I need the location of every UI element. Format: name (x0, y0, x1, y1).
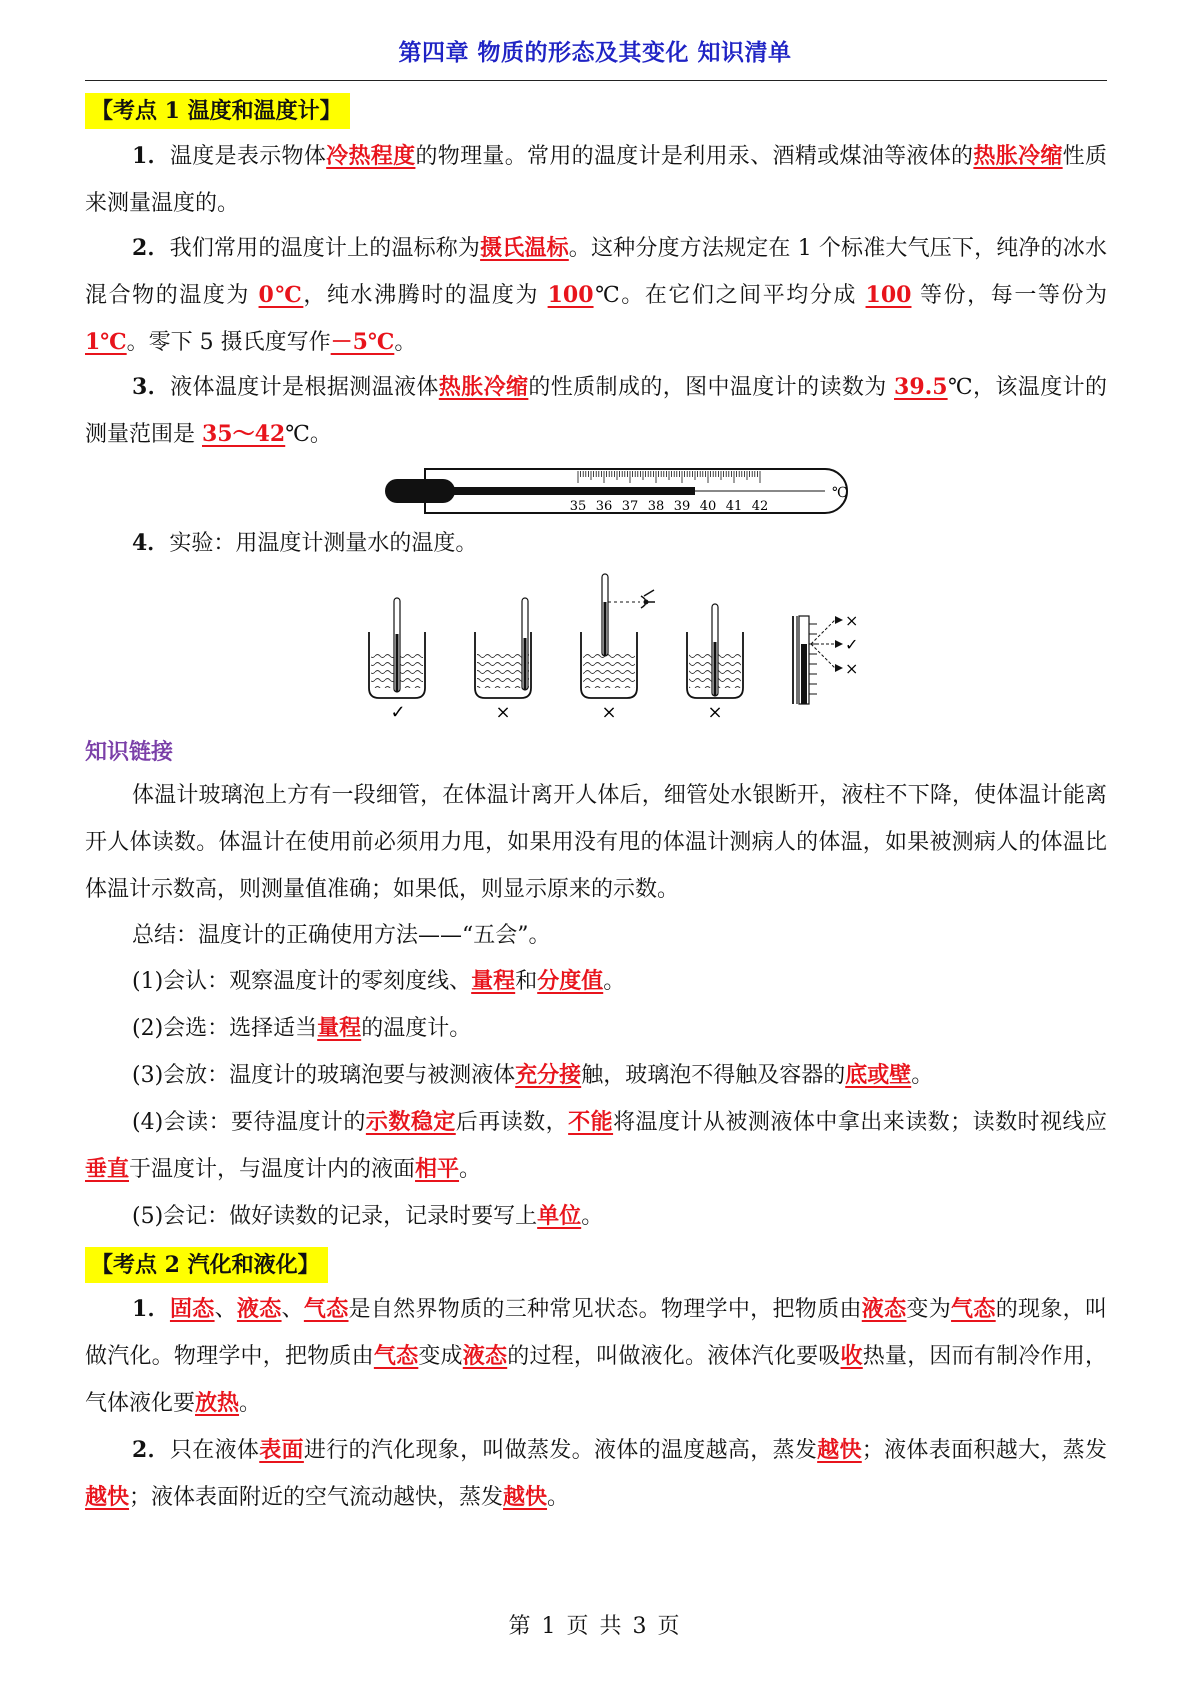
page-title: 第四章 物质的形态及其变化 知识清单 (398, 39, 792, 66)
page-footer: 第 1 页 共 3 页 (508, 1614, 682, 1639)
answer-blank: 固态 (169, 1296, 215, 1322)
scale-label: 39 (673, 499, 691, 514)
angle-mark: × (845, 659, 859, 678)
result-mark: × (707, 702, 723, 722)
answer-blank: 单位 (537, 1203, 582, 1229)
scale-label: 36 (595, 499, 613, 514)
mercury-column (450, 487, 695, 495)
rule-2: (2)会选：选择适当量程的温度计。 (132, 1015, 472, 1041)
answer-blank: 放热 (195, 1390, 240, 1416)
rule-3: (3)会放：温度计的玻璃泡要与被测液体充分接触，玻璃泡不得触及容器的底或壁。 (132, 1062, 934, 1088)
answer-blank: 100 (547, 282, 594, 308)
header-rule (85, 80, 1107, 81)
thermometer-bulb (385, 479, 455, 503)
beaker-touch-wall (475, 598, 531, 722)
answer-blank: 量程 (471, 968, 516, 994)
s2-paragraph-2: 2．只在液体表面进行的汽化现象，叫做蒸发。液体的温度越高，蒸发越快；液体表面积越大，蒸发越快；液体表面附近的空气流动越快，蒸发越快。 (85, 1437, 1107, 1510)
rule-5: (5)会记：做好读数的记录，记录时要写上单位。 (132, 1203, 604, 1229)
beaker-correct (369, 598, 425, 722)
answer-blank: 液态 (236, 1296, 282, 1322)
scale-ticks (578, 471, 760, 483)
answer-blank: 收 (840, 1343, 863, 1369)
answer-blank: 冷热程度 (326, 143, 416, 169)
rule-1: (1)会认：观察温度计的零刻度线、量程和分度值。 (132, 968, 626, 994)
section2-tag: 【考点 2 汽化和液化】 (85, 1247, 328, 1283)
scale-label: 41 (725, 499, 743, 514)
summary-line: 总结：温度计的正确使用方法——“五会”。 (132, 923, 551, 948)
answer-blank: 垂直 (85, 1156, 130, 1182)
angle-mark: × (845, 611, 859, 630)
result-mark: × (601, 702, 617, 722)
answer-blank: 100 (865, 282, 912, 308)
unit-label: ℃ (832, 485, 848, 501)
answer-blank: 1℃ (85, 329, 127, 355)
scale-label: 37 (621, 499, 639, 514)
answer-blank: 35～42 (202, 421, 286, 447)
scale-labels (570, 499, 769, 514)
answer-blank: 分度值 (537, 968, 604, 994)
answer-blank: 越快 (503, 1484, 548, 1510)
answer-blank: 越快 (817, 1437, 862, 1463)
answer-blank: －5℃ (330, 329, 395, 355)
answer-blank: 气态 (373, 1343, 419, 1369)
scale-label: 42 (751, 499, 769, 514)
s1-paragraph-2: 2．我们常用的温度计上的温标称为摄氏温标。这种分度方法规定在 1 个标准大气压下，纯净的冰水混合物的温度为 0℃，纯水沸腾时的温度为 100℃。在它们之间平均分成 100 等份，每一等份为 1℃。零下 5 摄氏度写作－5℃。 (85, 235, 1108, 355)
answer-blank: 不能 (568, 1109, 614, 1135)
result-mark: ✓ (390, 702, 406, 722)
s1-paragraph-4: 4．实验：用温度计测量水的温度。 (132, 530, 478, 556)
answer-blank: 气态 (951, 1296, 996, 1322)
answer-blank: 越快 (85, 1484, 130, 1510)
answer-blank: 0℃ (258, 282, 304, 308)
answer-blank: 热胀冷缩 (438, 374, 529, 400)
answer-blank: 液态 (462, 1343, 508, 1369)
s1-paragraph-3: 3．液体温度计是根据测温液体热胀冷缩的性质制成的，图中温度计的读数为 39.5℃，该温度计的测量范围是 35～42℃。 (85, 374, 1107, 447)
knowledge-link-title: 知识链接 (85, 739, 174, 765)
eye-icon (641, 590, 655, 608)
answer-blank: 底或壁 (845, 1062, 912, 1088)
answer-blank: 相平 (415, 1156, 460, 1182)
answer-blank: 示数稳定 (365, 1109, 456, 1135)
scale-label: 40 (699, 499, 717, 514)
answer-blank: 摄氏温标 (480, 235, 569, 261)
eye-icon (835, 616, 843, 672)
answer-blank: 表面 (259, 1437, 304, 1463)
answer-blank: 充分接 (515, 1062, 582, 1088)
result-mark: × (495, 702, 511, 722)
section1-tag: 【考点 1 温度和温度计】 (85, 93, 350, 129)
rule-4: (4)会读：要待温度计的示数稳定后再读数，不能将温度计从被测液体中拿出来读数；读数时视线应垂直于温度计，与温度计内的液面相平。 (85, 1109, 1107, 1182)
answer-blank: 气态 (303, 1296, 349, 1322)
answer-blank: 39.5 (894, 374, 948, 400)
answer-blank: 液态 (861, 1296, 907, 1322)
answer-blank: 量程 (317, 1015, 362, 1041)
reading-angle-diagram (793, 611, 858, 704)
scale-label: 38 (647, 499, 665, 514)
beaker-taken-out (581, 574, 655, 722)
link-paragraph: 体温计玻璃泡上方有一段细管，在体温计离开人体后，细管处水银断开，液柱不下降，使体温计能离开人体读数。体温计在使用前必须用力甩，如果用没有甩的体温计测病人的体温，如果被测病人的体温比体温计示数高，则测量值准确；如果低，则显示原来的示数。 (85, 783, 1107, 902)
clinical-thermometer-figure (385, 466, 855, 516)
thermometer-usage-figure (365, 572, 875, 722)
beaker-touch-bottom (687, 604, 743, 722)
s1-paragraph-1: 1．温度是表示物体冷热程度的物理量。常用的温度计是利用汞、酒精或煤油等液体的热胀冷缩性质来测量温度的。 (85, 143, 1107, 216)
scale-label: 35 (569, 499, 587, 514)
angle-mark: ✓ (845, 635, 859, 654)
answer-blank: 热胀冷缩 (973, 143, 1063, 169)
s2-paragraph-1: 1．固态、液态、气态是自然界物质的三种常见状态。物理学中，把物质由液态变为气态的现象，叫做汽化。物理学中，把物质由气态变成液态的过程，叫做液化。液体汽化要吸收热量，因而有制冷作用，气体液化要放热。 (85, 1296, 1107, 1416)
